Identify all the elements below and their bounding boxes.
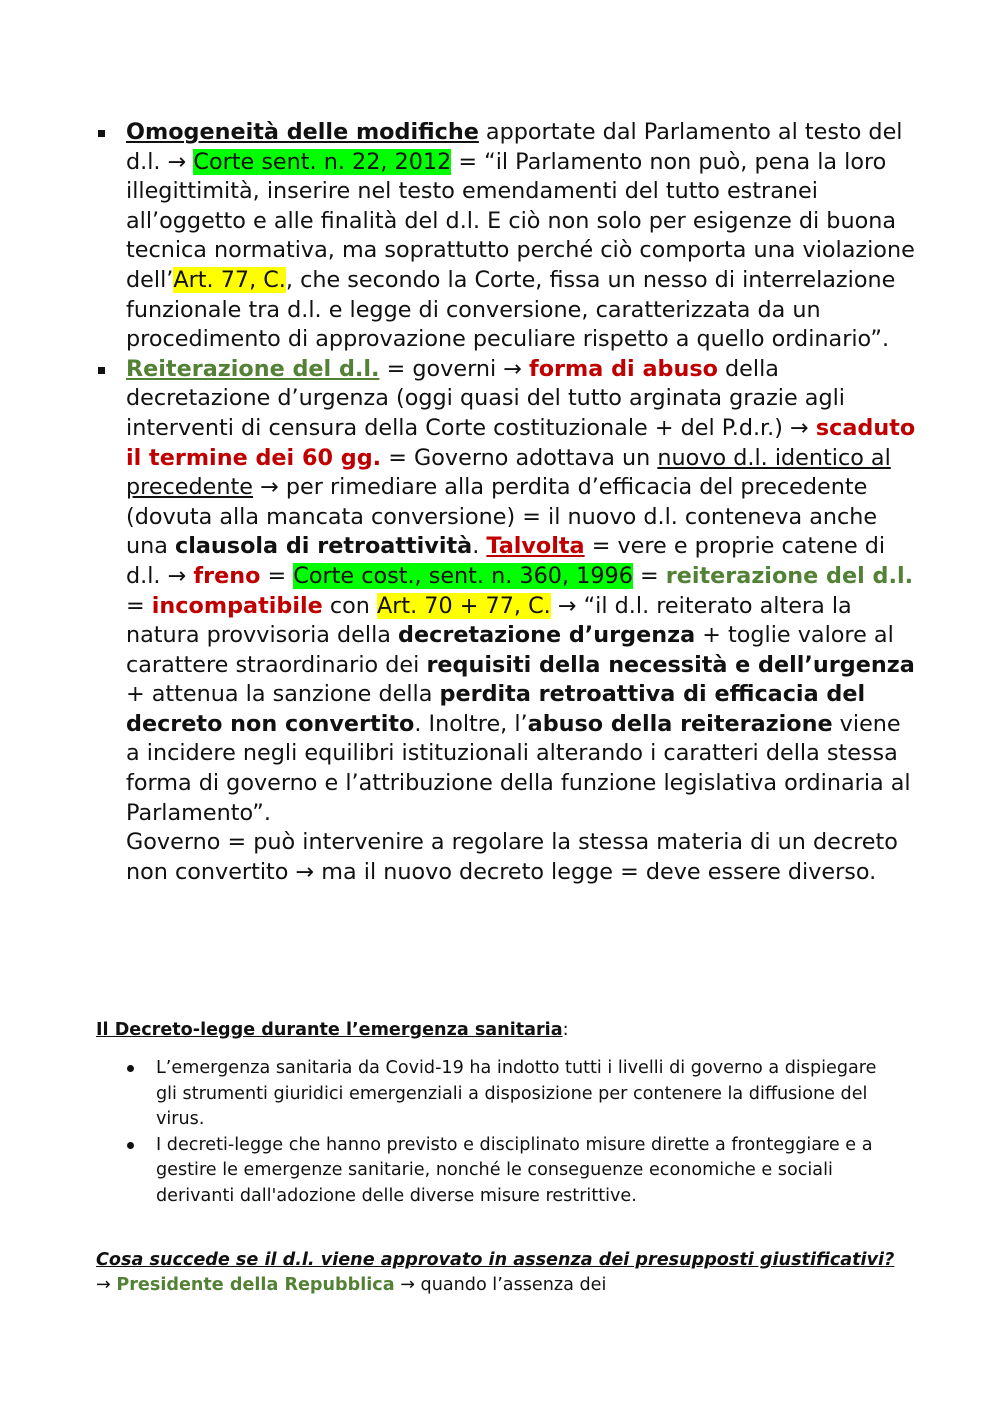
item-text: → quando l’assenza dei (394, 1275, 607, 1295)
main-bullet-list (96, 118, 916, 887)
highlight-citation: Corte sent. n. 22, 2012 (193, 148, 452, 175)
list-item-text: L’emergenza sanitaria da Covid-19 ha indotto tutti i livelli di governo a dispiegare gli strumenti giuridici emergenziali a disposizione per contenere la diffusione del virus. (156, 1058, 877, 1129)
green-keyword: reiterazione del d.l. (665, 562, 914, 589)
highlight-article: Art. 70 + 77, C. (376, 592, 551, 619)
red-keyword: scaduto il termine dei 60 gg. (126, 414, 916, 471)
red-keyword: Talvolta (486, 533, 585, 560)
item-text: = (632, 562, 666, 589)
list-item (96, 1133, 896, 1210)
item-text: → per rimediare alla perdita d’efficacia del precedente (dovuta alla mancata conversione) = il nuovo d.l. conteneva anche una (126, 474, 878, 560)
section-heading-colon: : (562, 1020, 569, 1040)
item-extra-paragraph: Governo = può intervenire a regolare la stessa materia di un decreto non convertito → ma il nuovo decreto legge = deve essere diverso. (126, 829, 898, 885)
question-text: Cosa succede se il d.l. viene approvato in assenza dei presupposti giustificativi? (96, 1250, 895, 1270)
bold-text: clausola di retroattività (175, 533, 473, 560)
square-bullet-icon (98, 367, 105, 374)
section-heading (96, 1018, 569, 1042)
round-bullet-icon (127, 1142, 134, 1149)
item-text: con (322, 592, 377, 619)
item-text: = (126, 592, 152, 619)
green-keyword: Presidente della Repubblica (116, 1275, 395, 1295)
list-item (96, 1056, 896, 1133)
square-bullet-icon (98, 130, 105, 137)
item-text: + attenua la sanzione della (126, 681, 440, 708)
list-item-omogeneita (96, 118, 916, 355)
item-text: apportate dal Parlamento al testo del d.l. → (126, 119, 903, 175)
bold-text: decretazione d’urgenza (398, 622, 696, 649)
item-text: . Inoltre, l’ (414, 710, 528, 737)
underlined-text: nuovo d.l. identico al precedente (126, 444, 891, 501)
item-text: . (472, 533, 487, 560)
sub-bullet-list (96, 1056, 896, 1209)
item-text: = “il Parlamento non può, pena la loro illegittimità, inserire nel testo emendamenti del tutto estranei all’oggetto e alle finalità del d.l. E ciò non solo per esigenze di buona tecnica normativa, ma soprattutto perché ciò comporta una violazione dell’ (126, 148, 915, 293)
item-text: = Governo adottava un (381, 444, 658, 471)
item-text: = governi → (379, 355, 530, 382)
bold-text: requisiti della necessità e dell’urgenza (426, 651, 915, 678)
item-text: = vere e proprie catene di d.l. → (126, 533, 886, 589)
item-text: + toglie valore al carattere straordinario dei (126, 622, 894, 678)
item-text: = (260, 562, 294, 589)
bold-text: abuso della reiterazione (527, 710, 833, 737)
highlight-citation: Corte cost., sent. n. 360, 1996 (293, 562, 633, 589)
item-text: della decretazione d’urgenza (oggi quasi del tutto arginata grazie agli interventi di censura della Corte costituzionale + del P.d.r.) → (126, 355, 845, 441)
item-title: Omogeneità delle modifiche (126, 119, 479, 145)
red-keyword: incompatibile (151, 592, 323, 619)
item-text: → “il d.l. reiterato altera la natura provvisoria della (126, 592, 852, 649)
list-item-text: I decreti-legge che hanno previsto e disciplinato misure dirette a fronteggiare e a gestire le emergenze sanitarie, nonché le conseguenze economiche e sociali derivanti dall'adozione delle diverse misure restrittive. (156, 1134, 873, 1206)
list-item-reiterazione (96, 355, 916, 888)
question-paragraph (96, 1248, 896, 1298)
item-title: Reiterazione del d.l. (126, 355, 380, 382)
highlight-article: Art. 77, C. (173, 266, 286, 293)
bold-text: perdita retroattiva di efficacia del decreto non convertito (126, 681, 866, 737)
red-keyword: freno (193, 562, 261, 589)
section-heading-text: Il Decreto-legge durante l’emergenza sanitaria (96, 1020, 563, 1040)
item-text: , che secondo la Corte, fissa un nesso di interrelazione funzionale tra d.l. e legge di conversione, caratterizzata da un procedimento di approvazione peculiare rispetto a quello ordinario”. (126, 266, 896, 353)
red-keyword: forma di abuso (529, 355, 718, 382)
item-text: viene a incidere negli equilibri istituzionali alterando i caratteri della stessa forma di governo e l’attribuzione della funzione legislativa ordinaria al Parlamento”. (126, 710, 911, 826)
item-text: → (96, 1275, 117, 1295)
round-bullet-icon (127, 1065, 134, 1072)
